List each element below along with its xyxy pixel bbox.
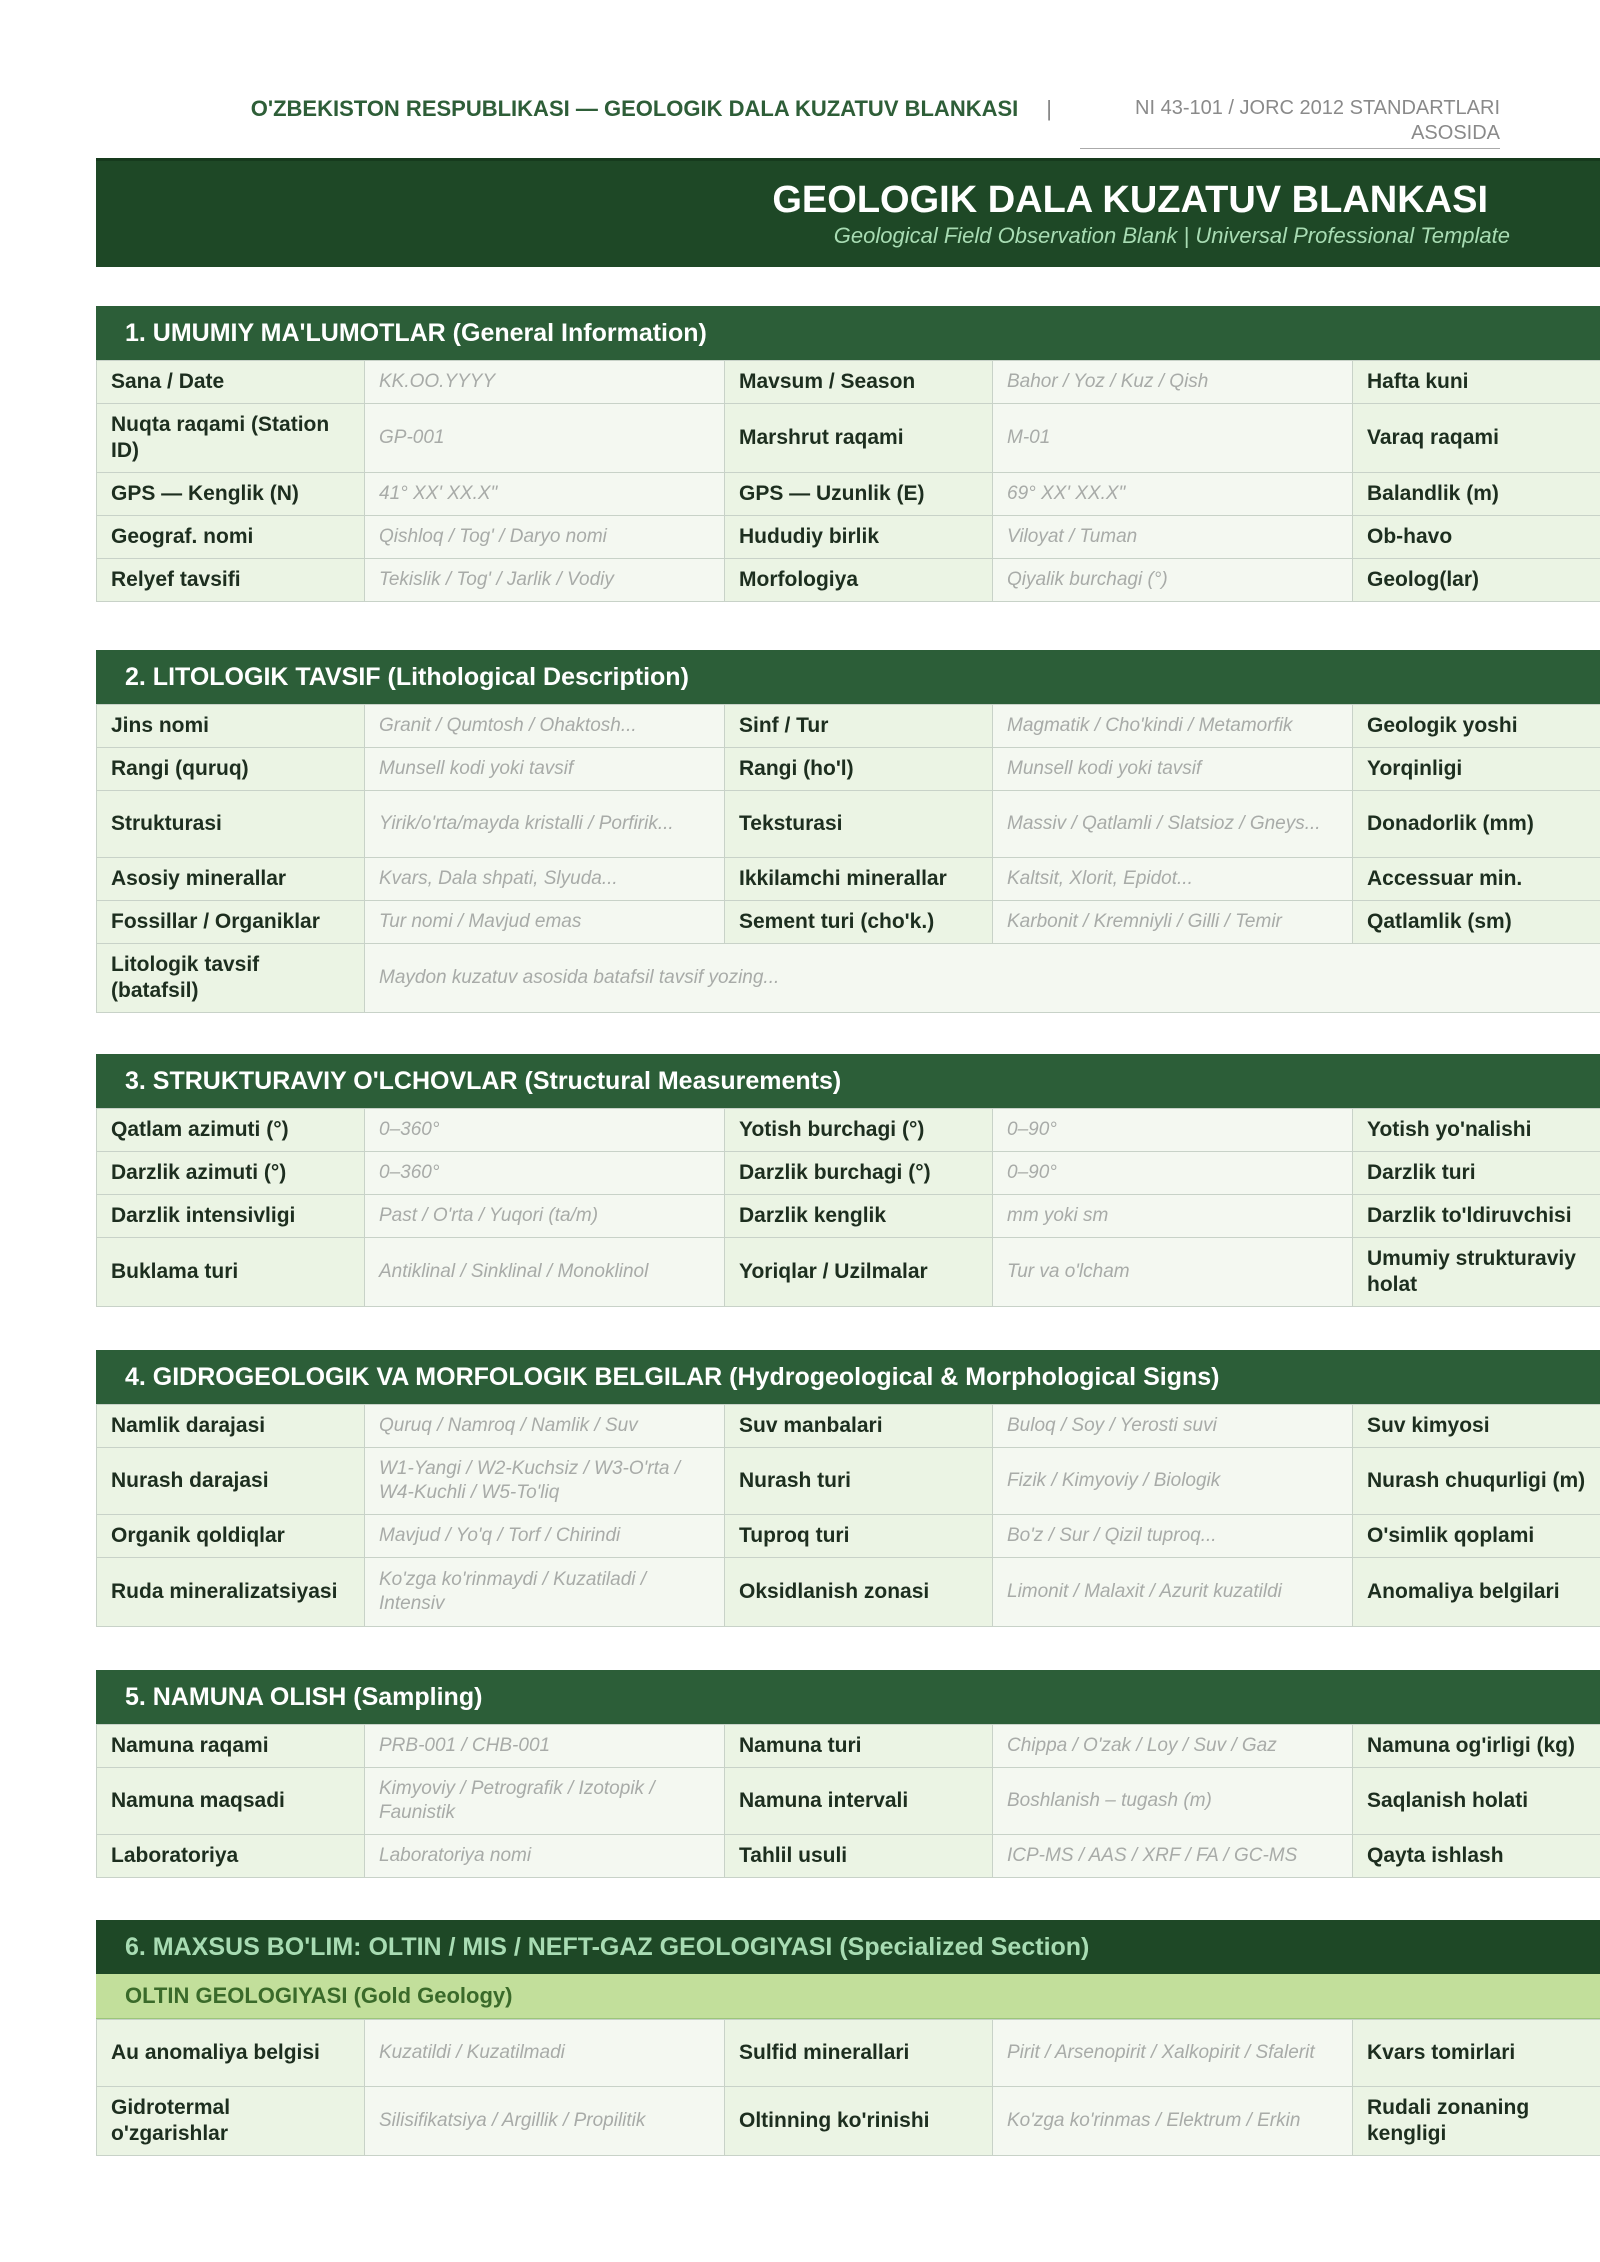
field-input[interactable]: Quruq / Namroq / Namlik / Suv	[365, 1405, 725, 1448]
field-label: Kvars tomirlari	[1353, 2020, 1600, 2087]
field-label: Laboratoriya	[97, 1835, 365, 1878]
field-input[interactable]: Granit / Qumtosh / Ohaktosh...	[365, 705, 725, 748]
field-input[interactable]: Silisifikatsiya / Argillik / Propilitik	[365, 2087, 725, 2156]
field-input[interactable]: Munsell kodi yoki tavsif	[993, 748, 1353, 791]
field-label: Namuna turi	[725, 1725, 993, 1768]
field-input[interactable]: 41° XX' XX.X"	[365, 473, 725, 516]
table-row	[97, 1725, 1600, 1768]
field-label: Umumiy strukturaviy holat	[1353, 1238, 1600, 1307]
field-input[interactable]: Buloq / Soy / Yerosti suvi	[993, 1405, 1353, 1448]
field-input[interactable]: mm yoki sm	[993, 1195, 1353, 1238]
field-label: Accessuar min.	[1353, 858, 1600, 901]
table-row	[97, 1515, 1600, 1558]
field-label: Qayta ishlash	[1353, 1835, 1600, 1878]
field-label: Rudali zonaning kengligi	[1353, 2087, 1600, 2156]
field-label: Sana / Date	[97, 361, 365, 404]
field-label: Nuqta raqami (Station ID)	[97, 404, 365, 473]
table-row	[97, 559, 1600, 602]
field-input[interactable]: Bo'z / Sur / Qizil tuproq...	[993, 1515, 1353, 1558]
form-table	[96, 360, 1600, 602]
table-row	[97, 1835, 1600, 1878]
field-input[interactable]: Karbonit / Kremniyli / Gilli / Temir	[993, 901, 1353, 944]
field-label: Darzlik azimuti (°)	[97, 1152, 365, 1195]
section-title: 3. STRUKTURAVIY O'LCHOVLAR (Structural Measurements)	[96, 1054, 1600, 1108]
field-input[interactable]: Bahor / Yoz / Kuz / Qish	[993, 361, 1353, 404]
table-row	[97, 901, 1600, 944]
table-row	[97, 2087, 1600, 2156]
field-label: Sement turi (cho'k.)	[725, 901, 993, 944]
field-input[interactable]: Ko'zga ko'rinmas / Elektrum / Erkin	[993, 2087, 1353, 2156]
section-hydro-morph	[96, 1350, 1600, 1627]
field-label: Hududiy birlik	[725, 516, 993, 559]
field-label: Qatlam azimuti (°)	[97, 1109, 365, 1152]
title-banner	[96, 158, 1600, 267]
field-label: Geologik yoshi	[1353, 705, 1600, 748]
field-label: Strukturasi	[97, 791, 365, 858]
field-label: Namlik darajasi	[97, 1405, 365, 1448]
field-input[interactable]: Pirit / Arsenopirit / Xalkopirit / Sfalerit	[993, 2020, 1353, 2087]
field-label: Marshrut raqami	[725, 404, 993, 473]
field-label: Ikkilamchi minerallar	[725, 858, 993, 901]
field-label: Buklama turi	[97, 1238, 365, 1307]
field-input[interactable]: ICP-MS / AAS / XRF / FA / GC-MS	[993, 1835, 1353, 1878]
field-label: Nurash turi	[725, 1448, 993, 1515]
field-label: Teksturasi	[725, 791, 993, 858]
table-row	[97, 1195, 1600, 1238]
table-row	[97, 1109, 1600, 1152]
field-input[interactable]: Munsell kodi yoki tavsif	[365, 748, 725, 791]
field-input[interactable]: Kvars, Dala shpati, Slyuda...	[365, 858, 725, 901]
field-input[interactable]: 69° XX' XX.X"	[993, 473, 1353, 516]
table-row	[97, 361, 1600, 404]
field-label: Darzlik kenglik	[725, 1195, 993, 1238]
field-input[interactable]: 0–360°	[365, 1152, 725, 1195]
table-row	[97, 404, 1600, 473]
field-label: Anomaliya belgilari	[1353, 1558, 1600, 1627]
section-lithology	[96, 650, 1600, 1013]
field-label: Tahlil usuli	[725, 1835, 993, 1878]
field-input[interactable]: Qishloq / Tog' / Daryo nomi	[365, 516, 725, 559]
table-row	[97, 1768, 1600, 1835]
field-label: Sinf / Tur	[725, 705, 993, 748]
field-label: Namuna og'irligi (kg)	[1353, 1725, 1600, 1768]
field-label: Yoriqlar / Uzilmalar	[725, 1238, 993, 1307]
section-specialized	[96, 1920, 1600, 2156]
field-label: GPS — Kenglik (N)	[97, 473, 365, 516]
field-input[interactable]: Mavjud / Yo'q / Torf / Chirindi	[365, 1515, 725, 1558]
field-input[interactable]: Laboratoriya nomi	[365, 1835, 725, 1878]
field-label: Fossillar / Organiklar	[97, 901, 365, 944]
field-label: Rangi (quruq)	[97, 748, 365, 791]
field-input[interactable]: Tur va o'lcham	[993, 1238, 1353, 1307]
document-header	[0, 96, 1500, 149]
form-table	[96, 1108, 1600, 1307]
table-row	[97, 1448, 1600, 1515]
table-row	[97, 944, 1600, 1013]
field-input[interactable]: Yirik/o'rta/mayda kristalli / Porfirik...	[365, 791, 725, 858]
field-input[interactable]: Chippa / O'zak / Loy / Suv / Gaz	[993, 1725, 1353, 1768]
field-input[interactable]: Boshlanish – tugash (m)	[993, 1768, 1353, 1835]
table-row	[97, 858, 1600, 901]
field-label: Suv manbalari	[725, 1405, 993, 1448]
field-input[interactable]: 0–90°	[993, 1152, 1353, 1195]
field-input[interactable]: Kuzatildi / Kuzatilmadi	[365, 2020, 725, 2087]
table-row	[97, 791, 1600, 858]
field-label: Ruda mineralizatsiyasi	[97, 1558, 365, 1627]
form-table	[96, 1724, 1600, 1878]
section-title: 2. LITOLOGIK TAVSIF (Lithological Description)	[96, 650, 1600, 704]
field-label: Jins nomi	[97, 705, 365, 748]
field-label: Darzlik turi	[1353, 1152, 1600, 1195]
field-label: Gidrotermal o'zgarishlar	[97, 2087, 365, 2156]
field-input[interactable]: W1-Yangi / W2-Kuchsiz / W3-O'rta / W4-Kuchli / W5-To'liq	[365, 1448, 725, 1515]
field-label: Donadorlik (mm)	[1353, 791, 1600, 858]
section-title: 1. UMUMIY MA'LUMOTLAR (General Information)	[96, 306, 1600, 360]
table-row	[97, 1405, 1600, 1448]
section-structural	[96, 1054, 1600, 1307]
field-label: GPS — Uzunlik (E)	[725, 473, 993, 516]
field-label: Oltinning ko'rinishi	[725, 2087, 993, 2156]
field-input[interactable]: Limonit / Malaxit / Azurit kuzatildi	[993, 1558, 1353, 1627]
field-label: Oksidlanish zonasi	[725, 1558, 993, 1627]
field-input[interactable]: 0–90°	[993, 1109, 1353, 1152]
field-label: Hafta kuni	[1353, 361, 1600, 404]
field-input[interactable]: GP-001	[365, 404, 725, 473]
field-label: Saqlanish holati	[1353, 1768, 1600, 1835]
field-input[interactable]: Antiklinal / Sinklinal / Monoklinol	[365, 1238, 725, 1307]
field-label: Nurash darajasi	[97, 1448, 365, 1515]
field-label: Qatlamlik (sm)	[1353, 901, 1600, 944]
banner-title: GEOLOGIK DALA KUZATUV BLANKASI	[772, 179, 1488, 221]
field-input[interactable]: Tekislik / Tog' / Jarlik / Vodiy	[365, 559, 725, 602]
field-label: Namuna maqsadi	[97, 1768, 365, 1835]
table-row	[97, 1238, 1600, 1307]
field-label: Asosiy minerallar	[97, 858, 365, 901]
header-standard: NI 43-101 / JORC 2012 STANDARTLARI ASOSIDA	[1080, 96, 1500, 149]
section-sampling	[96, 1670, 1600, 1878]
subsection-title: OLTIN GEOLOGIYASI (Gold Geology)	[96, 1974, 1600, 2019]
section-general-info	[96, 306, 1600, 602]
table-row	[97, 516, 1600, 559]
field-input[interactable]: Viloyat / Tuman	[993, 516, 1353, 559]
field-label: Au anomaliya belgisi	[97, 2020, 365, 2087]
field-input[interactable]: Past / O'rta / Yuqori (ta/m)	[365, 1195, 725, 1238]
field-label: Geograf. nomi	[97, 516, 365, 559]
table-row	[97, 473, 1600, 516]
field-label: Relyef tavsifi	[97, 559, 365, 602]
section-title: 4. GIDROGEOLOGIK VA MORFOLOGIK BELGILAR (Hydrogeological & Morphological Signs)	[96, 1350, 1600, 1404]
description-textarea[interactable]: Maydon kuzatuv asosida batafsil tavsif yozing...	[365, 944, 1600, 1013]
field-label: Sulfid minerallari	[725, 2020, 993, 2087]
field-label: Tuproq turi	[725, 1515, 993, 1558]
field-label: Rangi (ho'l)	[725, 748, 993, 791]
field-input[interactable]: PRB-001 / CHB-001	[365, 1725, 725, 1768]
table-row	[97, 748, 1600, 791]
table-row	[97, 1558, 1600, 1627]
field-label: Namuna intervali	[725, 1768, 993, 1835]
field-input[interactable]: Tur nomi / Mavjud emas	[365, 901, 725, 944]
field-input[interactable]: Qiyalik burchagi (°)	[993, 559, 1353, 602]
field-input[interactable]: Fizik / Kimyoviy / Biologik	[993, 1448, 1353, 1515]
field-input[interactable]: Massiv / Qatlamli / Slatsioz / Gneys...	[993, 791, 1353, 858]
field-label: Yotish burchagi (°)	[725, 1109, 993, 1152]
field-label: O'simlik qoplami	[1353, 1515, 1600, 1558]
form-table	[96, 2019, 1600, 2156]
form-table	[96, 1404, 1600, 1627]
field-label: Nurash chuqurligi (m)	[1353, 1448, 1600, 1515]
form-table	[96, 704, 1600, 1013]
field-label: Varaq raqami	[1353, 404, 1600, 473]
field-label: Namuna raqami	[97, 1725, 365, 1768]
field-input[interactable]: Kimyoviy / Petrografik / Izotopik / Faunistik	[365, 1768, 725, 1835]
header-title: O'ZBEKISTON RESPUBLIKASI — GEOLOGIK DALA KUZATUV BLANKASI	[250, 96, 1019, 121]
table-row	[97, 1152, 1600, 1195]
banner-subtitle: Geological Field Observation Blank | Universal Professional Template	[833, 223, 1510, 248]
field-input[interactable]: Ko'zga ko'rinmaydi / Kuzatiladi / Intensiv	[365, 1558, 725, 1627]
header-separator: |	[1046, 96, 1052, 121]
field-label: Litologik tavsif (batafsil)	[97, 944, 365, 1013]
field-label: Darzlik to'ldiruvchisi	[1353, 1195, 1600, 1238]
field-label: Ob-havo	[1353, 516, 1600, 559]
table-row	[97, 2020, 1600, 2087]
field-input[interactable]: M-01	[993, 404, 1353, 473]
field-label: Balandlik (m)	[1353, 473, 1600, 516]
section-title: 6. MAXSUS BO'LIM: OLTIN / MIS / NEFT-GAZ GEOLOGIYASI (Specialized Section)	[96, 1920, 1600, 1974]
section-title: 5. NAMUNA OLISH (Sampling)	[96, 1670, 1600, 1724]
field-label: Yotish yo'nalishi	[1353, 1109, 1600, 1152]
field-label: Darzlik intensivligi	[97, 1195, 365, 1238]
field-label: Mavsum / Season	[725, 361, 993, 404]
field-label: Morfologiya	[725, 559, 993, 602]
field-input[interactable]: Magmatik / Cho'kindi / Metamorfik	[993, 705, 1353, 748]
field-label: Suv kimyosi	[1353, 1405, 1600, 1448]
table-row	[97, 705, 1600, 748]
field-label: Darzlik burchagi (°)	[725, 1152, 993, 1195]
field-label: Geolog(lar)	[1353, 559, 1600, 602]
field-input[interactable]: KK.OO.YYYY	[365, 361, 725, 404]
field-label: Organik qoldiqlar	[97, 1515, 365, 1558]
field-label: Yorqinligi	[1353, 748, 1600, 791]
field-input[interactable]: Kaltsit, Xlorit, Epidot...	[993, 858, 1353, 901]
field-input[interactable]: 0–360°	[365, 1109, 725, 1152]
